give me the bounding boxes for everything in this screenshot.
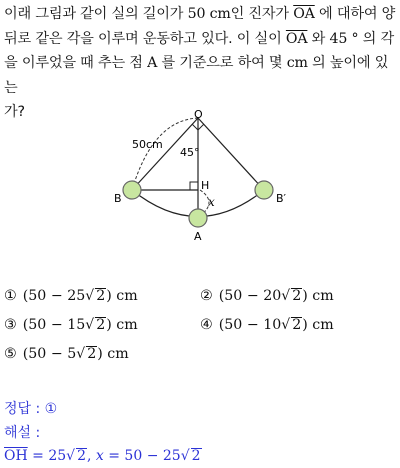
choice-3-rad: 2	[96, 317, 106, 333]
label-H: H	[201, 179, 210, 192]
answer-value: ①	[44, 401, 58, 417]
q-point-A: A	[147, 55, 158, 71]
explanation-label	[4, 422, 40, 442]
choice-2-post: ) cm	[302, 288, 334, 304]
solution-rad2: 2	[191, 448, 201, 464]
choice-5-pre: (50 − 5	[22, 346, 77, 362]
q-text-4: 뒤로 같은 각을 이루며 운동하고 있다. 이 실이	[4, 30, 286, 47]
question-text	[4, 2, 398, 125]
solution-var-x: x	[95, 448, 104, 464]
q-seg-OA: $\overline{OA}$	[293, 6, 315, 22]
bob-Bp	[255, 181, 273, 199]
choice-1-num: ①	[4, 288, 17, 304]
q-seg-OA-2: $\overline{OA}$	[285, 30, 308, 47]
solution-eq1: = 25	[27, 448, 67, 464]
q-text-2: 인 진자가	[230, 6, 294, 22]
q-text-9: 의 높이에 있는	[4, 55, 389, 96]
solution-sep: ,	[86, 448, 96, 464]
solution-line: $\overline{OH} = 25√$ 2, x = 50 − 25√ 2	[4, 448, 201, 464]
label-x: x	[208, 195, 215, 209]
q-text-5: 와	[307, 30, 330, 47]
choice-2-num: ②	[200, 288, 213, 304]
q-text-10: 가?	[4, 104, 25, 120]
label-O: O	[194, 110, 203, 121]
q-text-7: 을 이루었을 때 추는 점	[4, 55, 148, 71]
choice-3-post: ) cm	[106, 317, 138, 333]
label-length: 50cm	[132, 138, 163, 151]
q-text-8: 를 기준으로 하여 몇	[157, 55, 287, 71]
choice-5-post: ) cm	[97, 346, 129, 362]
choice-5[interactable]: ⑤ (50 − 5√ 2) cm	[4, 346, 129, 362]
choice-3-num: ③	[4, 317, 17, 333]
choice-1-rad: 2	[96, 288, 106, 304]
choice-4-num: ④	[200, 317, 213, 333]
label-Bp: B′	[276, 192, 287, 205]
pendulum-figure	[108, 110, 298, 245]
choice-2-rad: 2	[292, 288, 302, 304]
q-unit: cm	[286, 55, 308, 71]
choice-5-num: ⑤	[4, 346, 17, 362]
bob-A	[189, 209, 207, 227]
explanation-heading: 해설 :	[4, 425, 41, 441]
choice-1-post: ) cm	[106, 288, 138, 304]
choice-3-pre: (50 − 15	[22, 317, 86, 333]
choice-2-pre: (50 − 20	[218, 288, 282, 304]
choice-4-pre: (50 − 10	[218, 317, 282, 333]
q-text-1: 이래 그림과 같이 실의 길이가	[4, 6, 188, 22]
solution-eq2: = 50 − 25	[103, 448, 181, 464]
choice-3[interactable]: ③ (50 − 15√ 2) cm	[4, 317, 138, 333]
solution-rad1: 2	[77, 448, 86, 464]
answer-label: 정답 :	[4, 401, 45, 417]
choice-5-rad: 2	[87, 346, 97, 362]
bob-B	[123, 181, 141, 199]
answer-line	[4, 398, 57, 418]
choice-4-post: ) cm	[302, 317, 334, 333]
choice-4-rad: 2	[292, 317, 302, 333]
choice-2[interactable]: ② (50 − 20√ 2) cm	[200, 288, 334, 304]
q-text-3: 에 대하여 양	[314, 6, 396, 22]
label-B: B	[114, 192, 122, 205]
choice-1[interactable]: ① (50 − 25√ 2) cm	[4, 288, 138, 304]
q-angle: 45 °	[329, 30, 359, 47]
q-length: 50 cm	[187, 6, 231, 22]
right-angle-H	[190, 182, 198, 190]
q-text-6: 의 각	[358, 30, 394, 47]
choice-4[interactable]: ④ (50 − 10√ 2) cm	[200, 317, 334, 333]
label-angle: 45°	[180, 146, 200, 159]
label-A: A	[194, 230, 202, 243]
solution-seg-OH: $\overline{OH}$	[4, 448, 28, 464]
choice-1-pre: (50 − 25	[22, 288, 86, 304]
